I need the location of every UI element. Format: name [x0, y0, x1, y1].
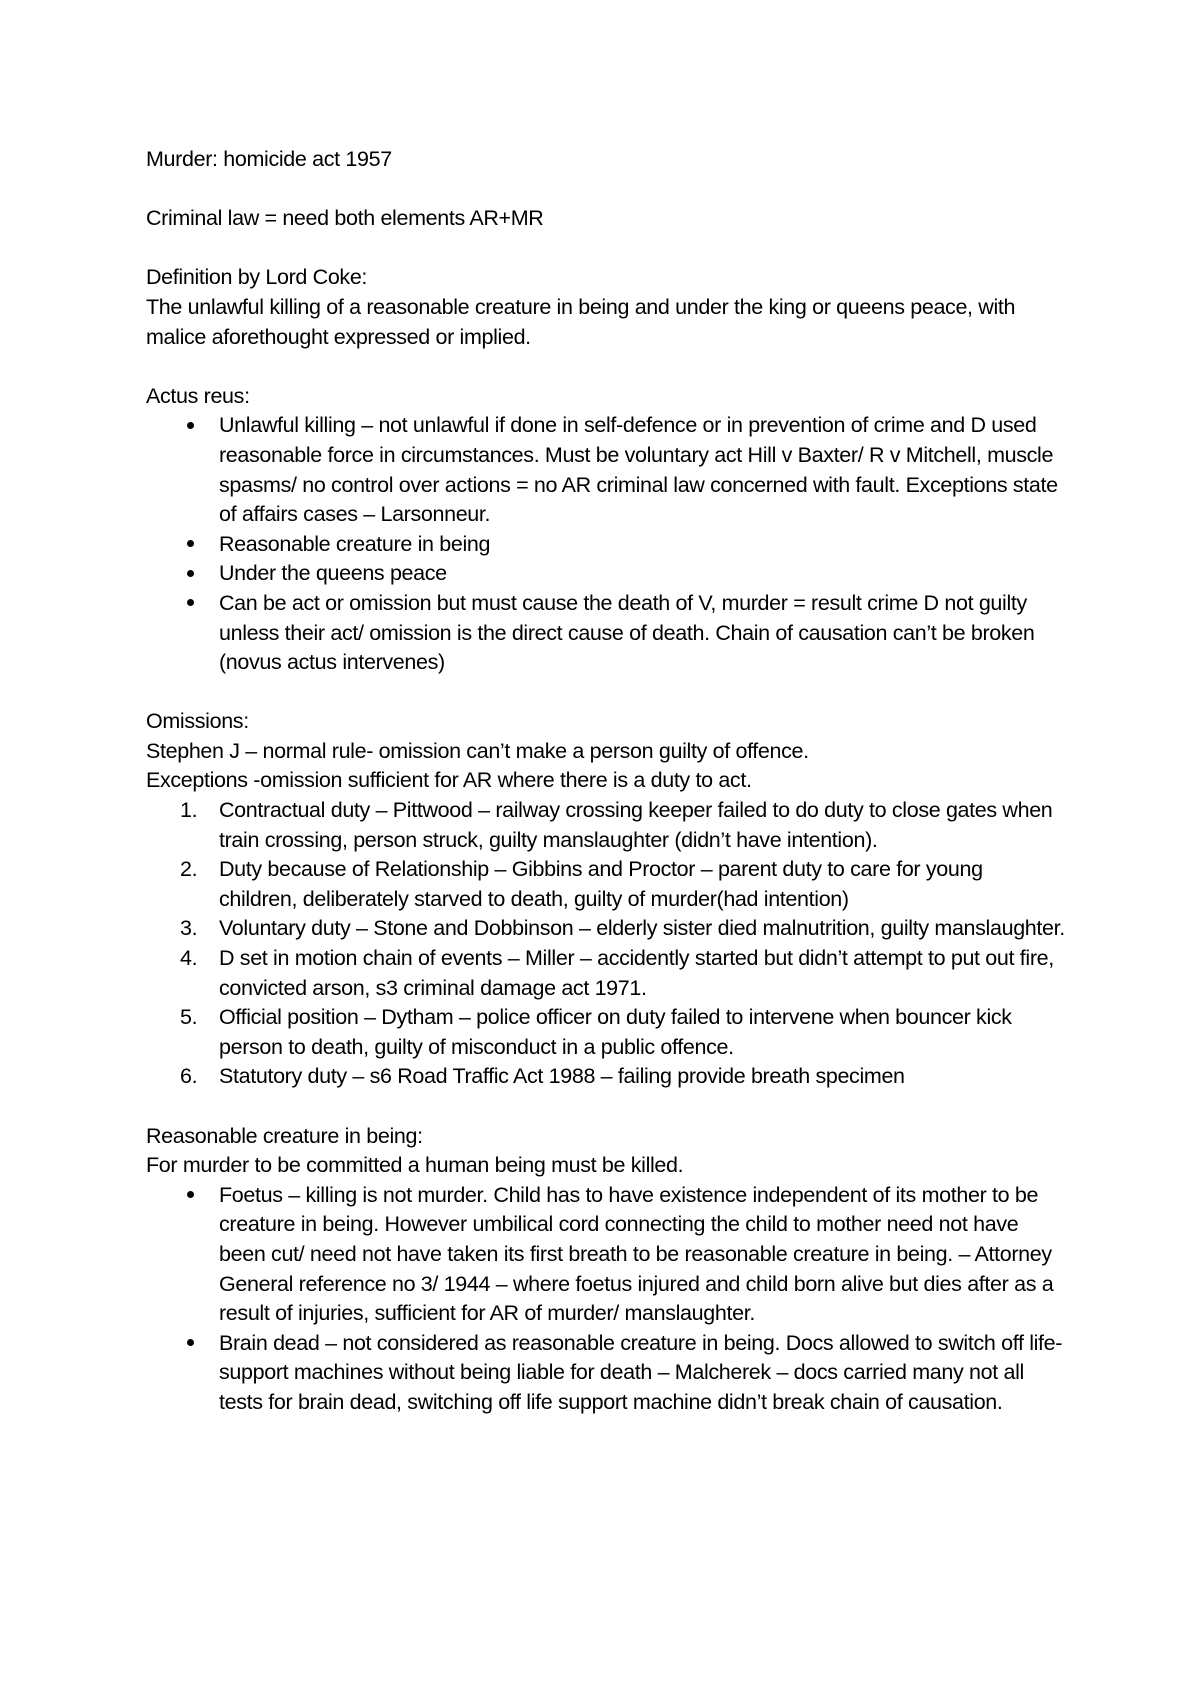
- list-item-text: Brain dead – not considered as reasonable creature in being. Docs allowed to switch off life-support machines without being liable for death – Malcherek – docs carried many not all tests for brain dead, switching off life support machine didn’t break chain of causation.: [219, 1330, 1063, 1414]
- spacer: [146, 678, 1066, 708]
- spacer: [146, 352, 1066, 382]
- actus-reus-heading: Actus reus:: [146, 383, 250, 408]
- list-item: [146, 1062, 1066, 1092]
- list-item-text: Under the queens peace: [219, 561, 447, 586]
- list-item: [146, 1329, 1066, 1418]
- definition-text: The unlawful killing of a reasonable creature in being and under the king or queens peace, with malice aforethought expressed or implied.: [146, 294, 1016, 349]
- list-number: 6.: [180, 1064, 198, 1089]
- omissions-list: [146, 796, 1066, 1092]
- list-item: [146, 530, 1066, 560]
- list-item: [146, 796, 1066, 855]
- reasonable-creature-intro: For murder to be committed a human being must be killed.: [146, 1153, 684, 1178]
- bullet-icon: [183, 1181, 197, 1211]
- bullet-icon: [183, 1329, 197, 1359]
- list-number: 5.: [180, 1005, 198, 1030]
- list-item-text: Official position – Dytham – police officer on duty failed to intervene when bouncer kick person to death, guilty of misconduct in a public offence.: [219, 1005, 1012, 1059]
- criminal-law-note: Criminal law = need both elements AR+MR: [146, 206, 544, 231]
- list-item: [146, 1003, 1066, 1062]
- list-item: [146, 855, 1066, 914]
- list-item: [146, 559, 1066, 589]
- list-number: 1.: [180, 798, 198, 823]
- bullet-icon: [183, 559, 197, 589]
- definition-heading: Definition by Lord Coke:: [146, 265, 368, 290]
- list-number: 4.: [180, 946, 198, 971]
- list-item: [146, 914, 1066, 944]
- omissions-exceptions: Exceptions -omission sufficient for AR where there is a duty to act.: [146, 768, 752, 793]
- omissions-heading: Omissions:: [146, 709, 249, 734]
- list-item-text: Foetus – killing is not murder. Child has to have existence independent of its mother to be creature in being. However umbilical cord connecting the child to mother need not have been cut/ need not have taken its first breath to be reasonable creature in being. – Attorney General reference no 3/ 1944 – where foetus injured and child born alive but dies after as a result of injuries, sufficient for AR of murder/ manslaughter.: [219, 1182, 1054, 1326]
- list-item: [146, 411, 1066, 529]
- list-item-text: Reasonable creature in being: [219, 531, 491, 556]
- reasonable-creature-heading: Reasonable creature in being:: [146, 1123, 423, 1148]
- list-number: 3.: [180, 916, 198, 941]
- reasonable-creature-list: [146, 1181, 1066, 1418]
- actus-reus-list: [146, 411, 1066, 677]
- list-item-text: Duty because of Relationship – Gibbins and Proctor – parent duty to care for young children, deliberately starved to death, guilty of murder(had intention): [219, 857, 983, 911]
- list-item-text: Can be act or omission but must cause the death of V, murder = result crime D not guilty unless their act/ omission is the direct cause of death. Chain of causation can’t be broken (novus actus intervenes): [219, 590, 1035, 675]
- bullet-icon: [183, 589, 197, 619]
- list-item-text: Unlawful killing – not unlawful if done in self-defence or in prevention of crime and D used reasonable force in circumstances. Must be voluntary act Hill v Baxter/ R v Mitchell, muscle spasms/ no control over actions = no AR criminal law concerned with fault. Exceptions state of affairs cases – Larsonneur.: [219, 413, 1058, 527]
- list-item-text: D set in motion chain of events – Miller – accidently started but didn’t attempt to put out fire, convicted arson, s3 criminal damage act 1971.: [219, 946, 1054, 1000]
- spacer: [146, 234, 1066, 264]
- list-item: [146, 1181, 1066, 1329]
- spacer: [146, 1092, 1066, 1122]
- bullet-icon: [183, 411, 197, 441]
- list-item-text: Contractual duty – Pittwood – railway crossing keeper failed to do duty to close gates when train crossing, person struck, guilty manslaughter (didn’t have intention).: [219, 798, 1053, 852]
- list-item: [146, 944, 1066, 1003]
- omissions-rule: Stephen J – normal rule- omission can’t make a person guilty of offence.: [146, 738, 809, 763]
- list-number: 2.: [180, 857, 198, 882]
- list-item-text: Statutory duty – s6 Road Traffic Act 1988 – failing provide breath specimen: [219, 1064, 905, 1089]
- document-title: Murder: homicide act 1957: [146, 147, 392, 171]
- spacer: [146, 175, 1066, 205]
- document-page: [146, 145, 1066, 1418]
- list-item: [146, 589, 1066, 678]
- bullet-icon: [183, 530, 197, 560]
- list-item-text: Voluntary duty – Stone and Dobbinson – elderly sister died malnutrition, guilty manslaughter.: [219, 916, 1065, 941]
